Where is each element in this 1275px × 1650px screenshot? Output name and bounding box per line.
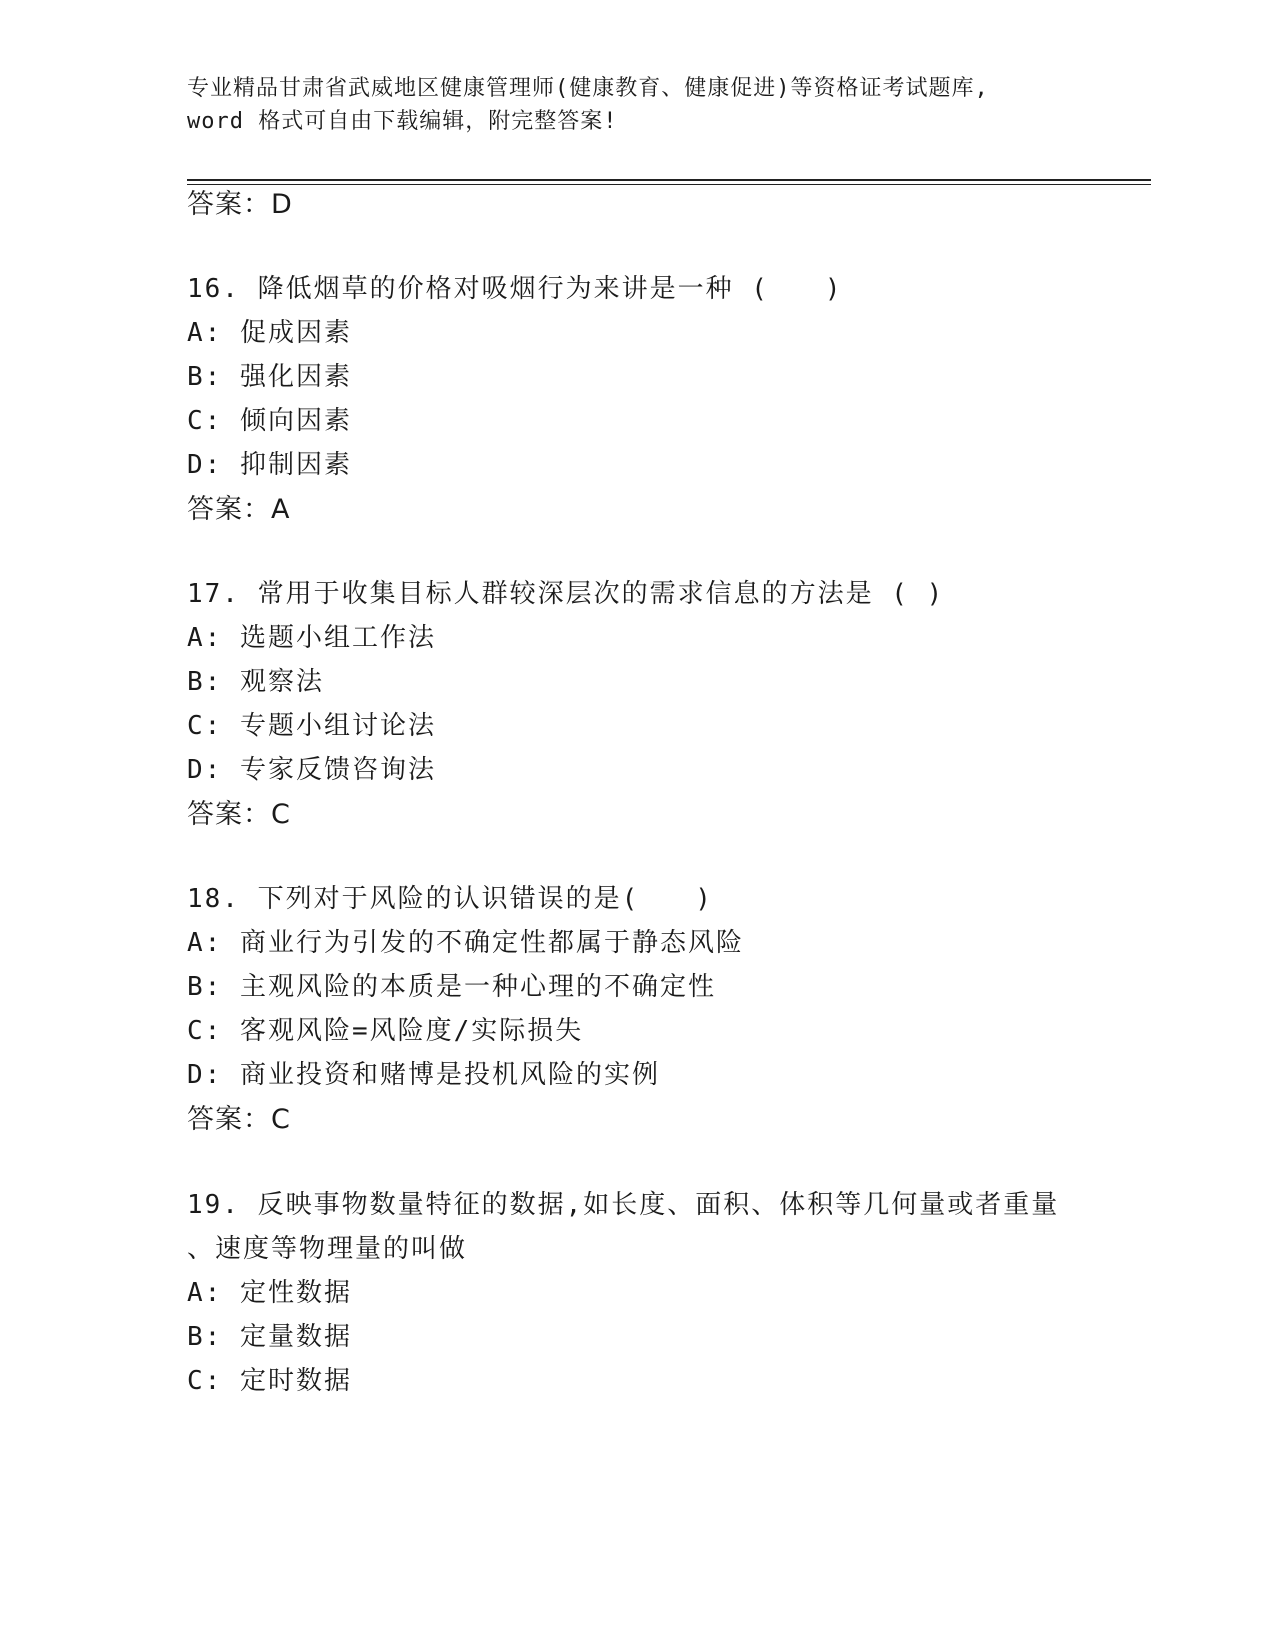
question-16-stem: 16. 降低烟草的价格对吸烟行为来讲是一种 ( ) xyxy=(187,274,843,304)
question-16-option-a: A: 促成因素 xyxy=(187,318,352,348)
question-17-stem: 17. 常用于收集目标人群较深层次的需求信息的方法是 ( ) xyxy=(187,579,945,609)
question-18-stem: 18. 下列对于风险的认识错误的是( ) xyxy=(187,884,713,914)
header-line-2: word 格式可自由下载编辑，附完整答案! xyxy=(187,109,618,134)
question-19-option-b: B: 定量数据 xyxy=(187,1322,352,1352)
question-17-option-b: B: 观察法 xyxy=(187,667,324,697)
document-header xyxy=(187,72,1087,138)
header-divider-thin xyxy=(187,184,1151,185)
header-divider xyxy=(187,179,1151,181)
question-16-option-c: C: 倾向因素 xyxy=(187,406,352,436)
question-16-option-b: B: 强化因素 xyxy=(187,362,352,392)
question-17-option-d: D: 专家反馈咨询法 xyxy=(187,755,436,785)
question-17-option-c: C: 专题小组讨论法 xyxy=(187,711,436,741)
question-19-option-c: C: 定时数据 xyxy=(187,1366,352,1396)
question-19-option-a: A: 定性数据 xyxy=(187,1278,352,1308)
answer-q18: 答案：C xyxy=(187,1104,291,1135)
question-16-option-d: D: 抑制因素 xyxy=(187,450,352,480)
answer-q16: 答案：A xyxy=(187,494,291,525)
question-19-stem-line-1: 19. 反映事物数量特征的数据,如长度、面积、体积等几何量或者重量 xyxy=(187,1190,1060,1220)
header-line-1: 专业精品甘肃省武威地区健康管理师(健康教育、健康促进)等资格证考试题库, xyxy=(187,76,989,101)
question-18-option-b: B: 主观风险的本质是一种心理的不确定性 xyxy=(187,972,716,1002)
answer-q15: 答案：D xyxy=(187,189,293,220)
question-18-option-d: D: 商业投资和赌博是投机风险的实例 xyxy=(187,1060,660,1090)
question-19-stem-line-2: 、速度等物理量的叫做 xyxy=(187,1234,468,1264)
answer-q17: 答案：C xyxy=(187,799,291,830)
question-18-option-c: C: 客观风险=风险度/实际损失 xyxy=(187,1016,584,1046)
question-18-option-a: A: 商业行为引发的不确定性都属于静态风险 xyxy=(187,928,744,958)
question-17-option-a: A: 选题小组工作法 xyxy=(187,623,436,653)
